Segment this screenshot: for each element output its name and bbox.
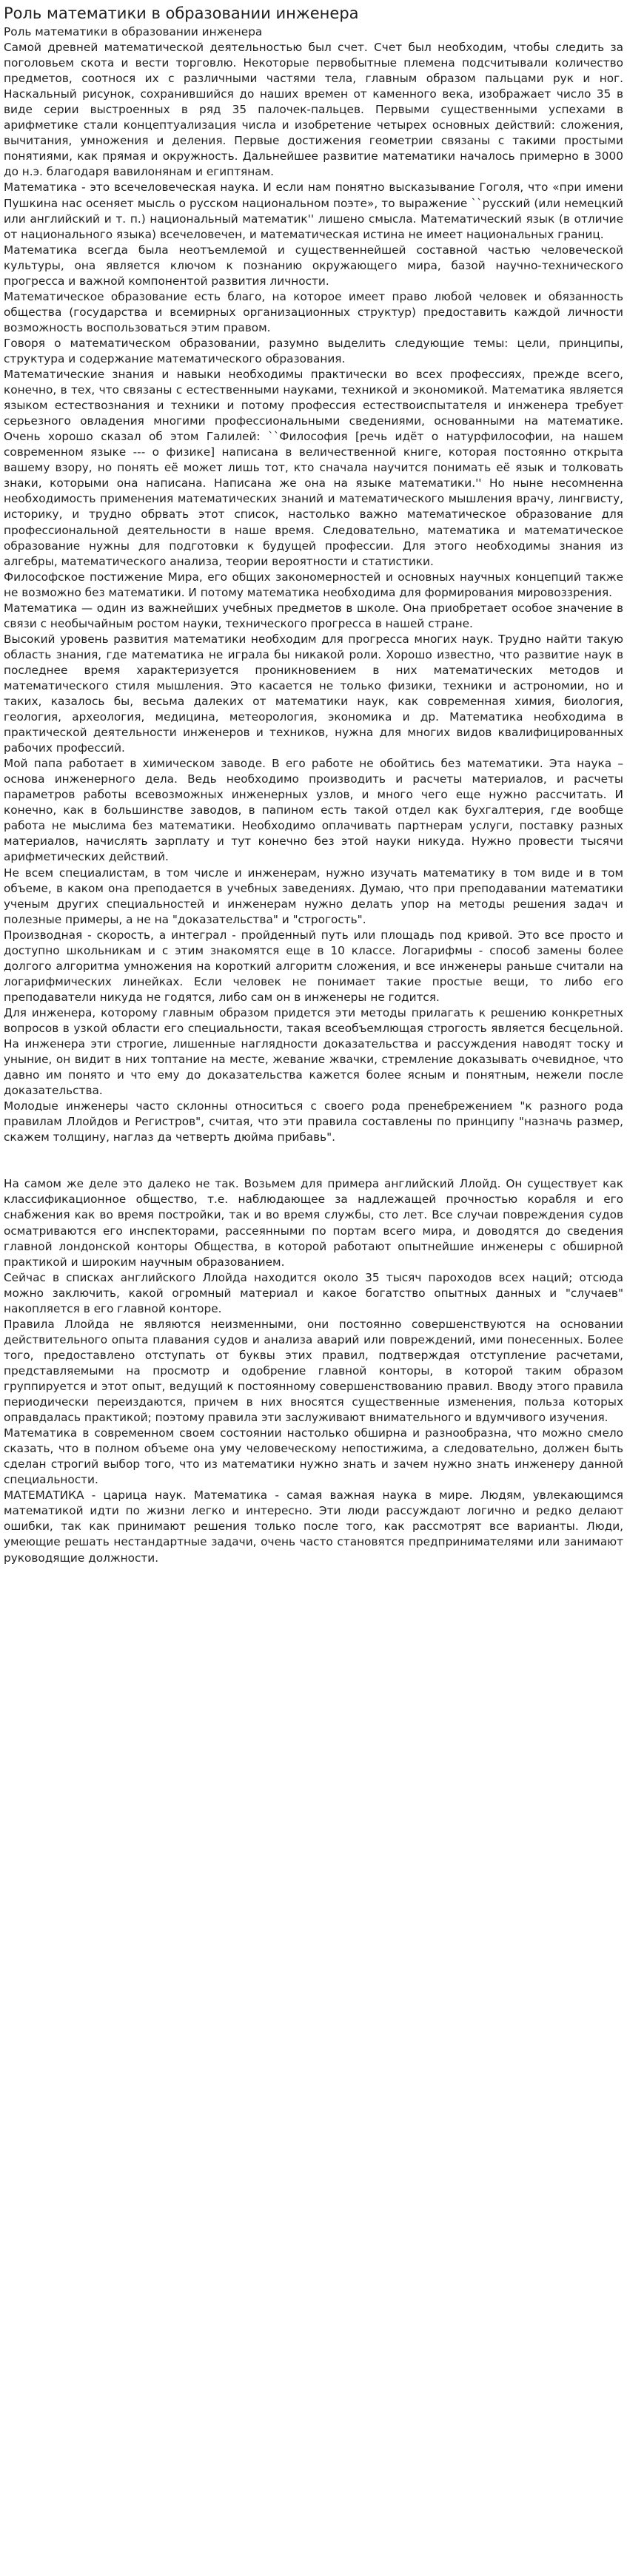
paragraph: Мой папа работает в химическом заводе. В его работе не обойтись без математики. Эта наука – основа инженерного дела. Ведь необходимо производить и расчеты материалов, и расчеты параметров работы всевозможных инженерных узлов, и много чего еще нужно рассчитать. И конечно, как в большинстве заводов, в папином есть такой отдел как бухгалтерия, где вообще работа не мыслима без математики. Необходимо оплачивать партнерам услуги, поставку разных материалов, начислять зарплату и тут конечно без этой науки никуда. Нужно провести тысячи арифметических действий. <box>4 757 623 864</box>
paragraph: На самом же деле это далеко не так. Возьмем для примера английский Ллойд. Он существует как классификационное общество, т.е. наблюдающее за надлежащей прочностью корабля и его снабжения как во время постройки, так и во время службы, сто лет. Все случаи повреждения судов осматриваются его инспекторами, рассеянными по портам всего мира, и доводятся до сведения главной лондонской конторы Общества, в которой работают опытнейшие инженеры с обширной практикой и широким научным образованием. <box>4 1177 623 1269</box>
paragraph: Говоря о математическом образовании, разумно выделить следующие темы: цели, принципы, структура и содержание математического образования. <box>4 336 623 365</box>
paragraph: МАТЕМАТИКА - царица наук. Математика - самая важная наука в мире. Людям, увлекающимся математикой идти по жизни легко и интересно. Эти люди рассуждают логично и редко делают ошибки, так как принимают решения только после того, как рассмотрят все варианты. Люди, умеющие решать нестандартные задачи, очень часто становятся предпринимателями или занимают руководящие должности. <box>4 1488 623 1565</box>
paragraph: Молодые инженеры часто склонны относиться с своего рода пренебрежением "к разного рода правилам Ллойдов и Регистров", считая, что эти правила составлены по принципу "назначь размер, скажем толщину, наглаз да четверть дюйма прибавь". <box>4 1099 623 1144</box>
blank-gap <box>4 1145 623 1176</box>
paragraph: Математическое образование есть благо, на которое имеет право любой человек и обязанность общества (государства и всемирных организационных структур) предоставить каждой личности возможность воспользоваться этим правом. <box>4 289 623 334</box>
paragraph: Математика в современном своем состоянии настолько обширна и разнообразна, что можно смело сказать, что в полном объеме она уму человеческому непостижима, а следовательно, должен быть сделан строгий выбор того, что из математики нужно знать и зачем нужно знать инженеру данной специальности. <box>4 1426 623 1487</box>
paragraph: Для инженера, которому главным образом придется эти методы прилагать к решению конкретных вопросов в узкой области его специальности, такая всеобъемлющая строгость является бесцельной. На инженера эти строгие, лишенные наглядности доказательства и рассуждения наводят тоску и уныние, он видит в них топтание на месте, жевание жвачки, стремление доказывать очевидное, что давно им понято и что ему до доказательства кажется более ясным и понятным, нежели после доказательства. <box>4 1005 623 1098</box>
paragraph: Сейчас в списках английского Ллойда находится около 35 тысяч пароходов всех наций; отсюда можно заключить, какой огромный материал и какое богатство опытных данных и "случаев" накопляется в его главной конторе. <box>4 1270 623 1315</box>
paragraph: Математика — один из важнейших учебных предметов в школе. Она приобретает особое значение в связи с необычайным ростом науки, технического прогресса в нашей стране. <box>4 601 623 630</box>
article-body <box>4 24 623 1566</box>
page-title: Роль математики в образовании инженера <box>4 4 359 22</box>
paragraph: Правила Ллойда не являются неизменными, они постоянно совершенствуются на основании действительного опыта плавания судов и анализа аварий или повреждений, ими понесенных. Более того, предоставлено отступать от буквы этих правил, подтверждая отступление расчетами, представляемыми на просмотр и одобрение главной конторы, в которой таким образом группируется и этот опыт, ведущий к постоянному совершенствованию правил. Вводу этого правила периодически переиздаются, причем в них вносятся существенные изменения, польза которых оправдалась практикой; поэтому правила эти заслуживают внимательного и вдумчивого изучения. <box>4 1317 623 1425</box>
paragraph: Не всем специалистам, в том числе и инженерам, нужно изучать математику в том виде и в том объеме, в каком она преподается в учебных заведениях. Думаю, что при преподавании математики ученым других специальностей и инженерам нужно делать упор на методы решения задач и полезные примеры, а не на "доказательства" и "строгость". <box>4 866 623 926</box>
paragraph: Математика - это всечеловеческая наука. И если нам понятно высказывание Гоголя, что «при имени Пушкина нас осеняет мысль о русском национальном поэте», то выражение ``русский (или немецкий или английский и т. п.) национальный математик'' лишено смысла. Математический язык (в отличие от национального языка) всечеловечен, и математическая истина не имеет национальных границ. <box>4 181 623 241</box>
paragraph: Высокий уровень развития математики необходим для прогресса многих наук. Трудно найти такую область знания, где математика не играла бы никакой роли. Хорошо известно, что развитие наук в последнее время характеризуется проникновением в них математических методов и математического стиля мышления. Это касается не только физики, техники и астрономии, но и таких, казалось бы, весьма далеких от математики наук, как современная химия, биология, геология, археология, медицина, метеорология, экономика и др. Математика необходима в практической деятельности инженеров и техников, нужна для многих видов квалифицированных рабочих профессий. <box>4 632 623 755</box>
paragraph: Математические знания и навыки необходимы практически во всех профессиях, прежде всего, конечно, в тех, что связаны с естественными науками, техникой и экономикой. Математика является языком естествознания и техники и потому профессия естествоиспытателя и инженера требует серьезного овладения многими профессиональными сведениями, основанными на математике. Очень хорошо сказал об этом Галилей: ``Философия [речь идёт о натурфилософии, на нашем современном языке --- о физике] написана в величественной книге, которая постоянно открыта вашему взору, но понять её может лишь тот, кто сначала научится понимать её язык и толковать знаки, которыми она написана. Написана же она на языке математики.'' Но ныне несомненна необходимость применения математических знаний и математического мышления врачу, лингвисту, историку, и трудно обрвать этот список, настолько важно математическое образование для профессиональной деятельности в наше время. Следовательно, математика и математическое образование нужны для подготовки к будущей профессии. Для этого необходимы знания из алгебры, математического анализа, теории вероятности и статистики. <box>4 368 623 568</box>
paragraph: Философское постижение Мира, его общих закономерностей и основных научных концепций также не возможно без математики. И потому математика необходима для формирования мировоззрения. <box>4 570 623 599</box>
article-subtitle: Роль математики в образовании инженера <box>4 25 263 38</box>
paragraph: Самой древней математической деятельностью был счет. Счет был необходим, чтобы следить за поголовьем скота и вести торговлю. Некоторые первобытные племена подсчитывали количество предметов, соотнося их с различными частями тела, главным образом пальцами рук и ног. Наскальный рисунок, сохранившийся до наших времен от каменного века, изображает число 35 в виде серии выстроенных в ряд 35 палочек-пальцев. Первыми существенными успехами в арифметике стали концептуализация числа и изобретение четырех основных действий: сложения, вычитания, умножения и деления. Первые достижения геометрии связаны с такими простыми понятиями, как прямая и окружность. Дальнейшее развитие математики началось примерно в 3000 до н.э. благодаря вавилонянам и египтянам. <box>4 41 623 179</box>
paragraph: Производная - скорость, а интеграл - пройденный путь или площадь под кривой. Это все просто и доступно школьникам и с этим знакомятся еще в 10 классе. Логарифмы - способ замены более долгого алгоритма умножения на короткий алгоритм сложения, и все инженеры раньше считали на логарифмических линейках. Если человек не понимает такие простые вещи, то либо его преподаватели никуда не годятся, либо сам он в инженеры не годится. <box>4 928 623 1004</box>
paragraph: Математика всегда была неотъемлемой и существеннейшей составной частью человеческой культуры, она является ключом к познанию окружающего мира, базой научно-технического прогресса и важной компонентой развития личности. <box>4 243 623 288</box>
